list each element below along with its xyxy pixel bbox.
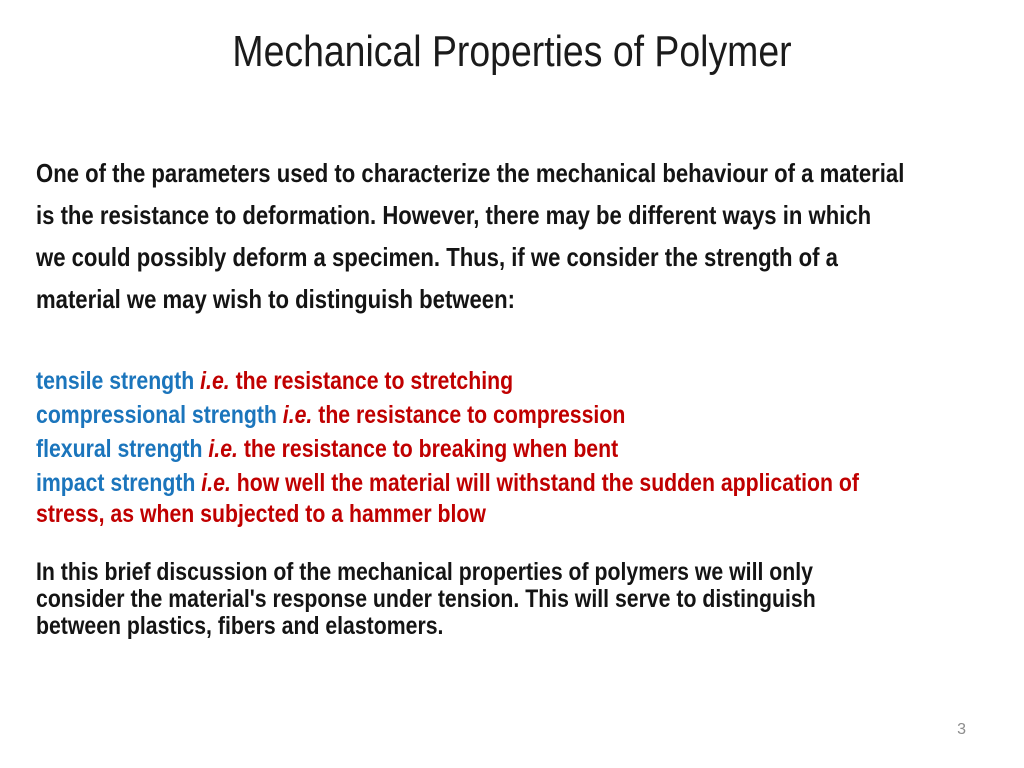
slide-title: Mechanical Properties of Polymer [232,27,792,76]
intro-line-4: material we may wish to distinguish between: [36,284,515,314]
closing-line-3: between plastics, fibers and elastomers. [36,612,444,640]
term-flexural-strength: flexural strength [36,435,203,463]
intro-line-3: we could possibly deform a specimen. Thus, if we consider the strength of a [36,242,838,272]
definition-description-line-1: how well the material will withstand the sudden application of [236,469,859,497]
closing-line-1: In this brief discussion of the mechanical properties of polymers we will only [36,558,813,586]
closing-paragraph [36,559,953,640]
definition-description: the resistance to breaking when bent [243,435,619,463]
definition-tensile-strength [36,366,1004,397]
definition-line [36,434,859,465]
term-compressional-strength: compressional strength [36,401,277,429]
ie-abbreviation: i.e. [200,367,230,395]
definition-compressional-strength [36,400,1004,431]
definition-impact-strength [36,468,1004,530]
definition-line [36,468,859,499]
ie-abbreviation: i.e. [282,401,313,429]
definition-line-wrap [36,499,859,530]
ie-abbreviation: i.e. [201,469,231,497]
definition-line [36,400,859,431]
intro-line-2: is the resistance to deformation. However, there may be different ways in which [36,200,872,230]
closing-line-2: consider the material's response under tension. This will serve to distinguish [36,585,816,613]
term-tensile-strength: tensile strength [36,367,195,395]
intro-paragraph [36,152,1024,320]
definition-flexural-strength [36,434,1004,465]
page-number: 3 [957,721,966,738]
term-impact-strength: impact strength [36,469,196,497]
definition-description-line-2: stress, as when subjected to a hammer blow [36,500,486,528]
strength-definitions-list [36,366,1004,533]
definition-line [36,366,859,397]
definition-description: the resistance to compression [318,401,626,429]
definition-description: the resistance to stretching [235,367,514,395]
ie-abbreviation: i.e. [208,435,238,463]
intro-line-1: One of the parameters used to characterize the mechanical behaviour of a material [36,158,905,188]
